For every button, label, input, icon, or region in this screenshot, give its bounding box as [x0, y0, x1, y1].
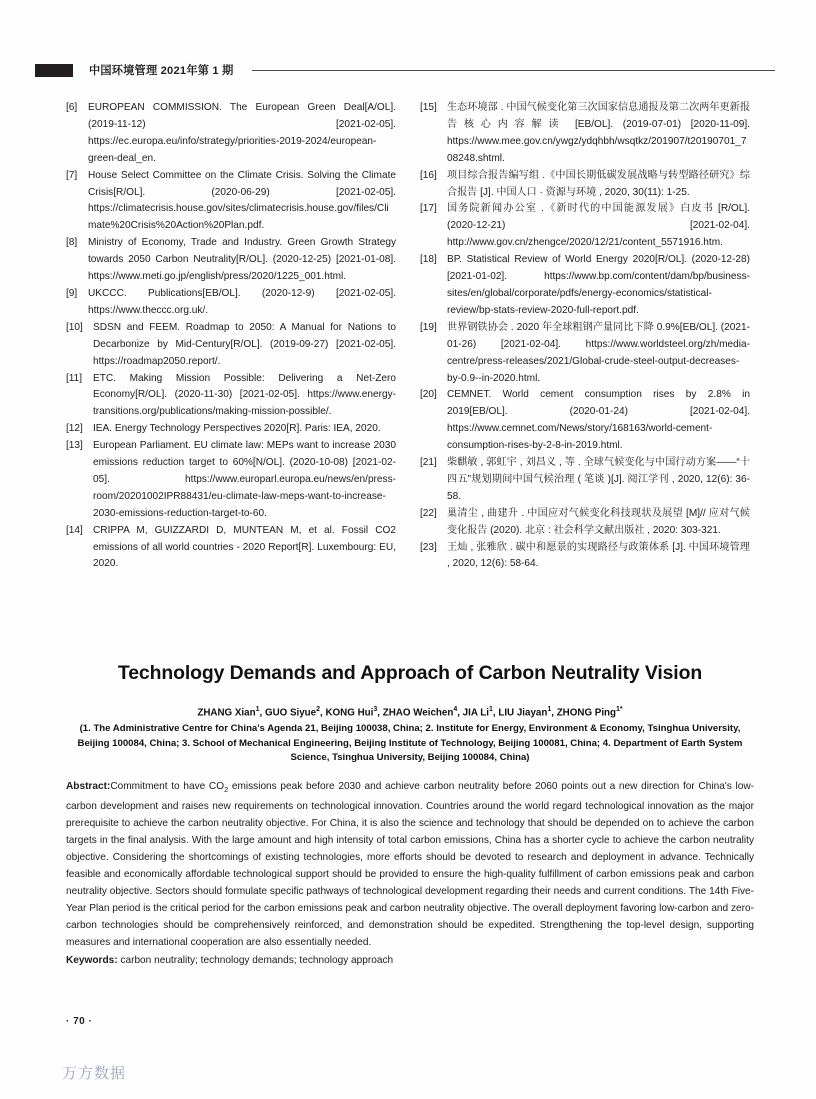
- references-section: [66, 100, 750, 573]
- reference-number: [21]: [420, 457, 437, 469]
- reference-number: [19]: [420, 321, 437, 333]
- reference-text: ETC. Making Mission Possible: Delivering a Net-Zero Economy[R/OL]. (2020-11-30) [2021-02-05]. https://www.energy-transitions.org/publications/making-mission-possible/.: [93, 372, 396, 418]
- references-column-right: [420, 100, 750, 573]
- reference-text: EUROPEAN COMMISSION. The European Green Deal[A/OL]. (2019-11-12) [2021-02-05]. https://ec.europa.eu/info/strategy/priorities-2019-2024/european-green-deal_en.: [88, 102, 396, 164]
- reference-text: House Select Committee on the Climate Crisis. Solving the Climate Crisis[R/OL]. (2020-06-29) [2021-02-05]. https://climatecrisis.house.gov/sites/climatecrisis.house.gov/files/Climate%20Crisis%20Action%20Plan.pdf.: [88, 169, 396, 232]
- reference-text: 巢清尘 , 曲建升 . 中国应对气候变化科技现状及展望 [M]// 应对气候变化报告 (2020). 北京 : 社会科学文献出版社 , 2020: 303-321.: [447, 507, 750, 536]
- reference-number: [8]: [66, 237, 78, 249]
- reference-text: 王灿 , 张雅欣 . 碳中和愿景的实现路径与政策体系 [J]. 中国环境管理 , 2020, 12(6): 58-64.: [447, 541, 750, 570]
- reference-text: IEA. Energy Technology Perspectives 2020[R]. Paris: IEA, 2020.: [93, 423, 381, 435]
- keywords-line: [66, 953, 754, 970]
- reference-entry: [66, 523, 396, 574]
- wanfang-watermark: 万方数据: [62, 1064, 127, 1082]
- article-block: [66, 660, 754, 969]
- affiliation-list: (1. The Administrative Centre for China's Agenda 21, Beijing 100038, China; 2. Institute for Energy, Environment & Economy, Tsinghua University, Beijing 100084, China; 3. School of Mechanical Engineering, Beijing Institute of Technology, Beijing 100081, China; 4. Department of Earth System Science, Tsinghua University, Beijing 100084, China): [77, 723, 743, 764]
- reference-entry: [66, 371, 396, 422]
- reference-number: [9]: [66, 287, 78, 299]
- reference-number: [23]: [420, 541, 437, 553]
- reference-entry: [420, 506, 750, 540]
- reference-entry: [66, 168, 396, 236]
- reference-number: [13]: [66, 440, 83, 452]
- header-block-mark: [35, 64, 73, 77]
- reference-entry: [420, 168, 750, 202]
- abstract-text: Commitment to have $CO_2$ emissions peak before 2030 and achieve carbon neutrality before 2060 points out a new direction for China's low-carbon development and raises new requirements on technological innovation. Countries around the world regard technological innovation as the major prerequisite to achieve the carbon neutrality objective. For China, it is also the science and technology that should be depended on to achieve the carbon targets in the final analysis. With the large amount and high intensity of total carbon emissions, China has a shorter cycle to achieve the carbon neutrality objective. Considering the shortcomings of existing technologies, more efforts should be devoted to research and deployment in advance. Technically feasible and economically affordable technological support should be provided to ensure the high-quality fulfillment of carbon emissions peak and carbon neutrality objective. Sectors should formulate specific pathways of technological development regarding their needs and current conditions. The 14th Five-Year Plan period is the critical period for the carbon emissions peak and carbon neutrality objective. The overall deployment favoring low-carbon and zero-carbon technologies should be comprehensively reinforced, and demonstration should be expedited. Strengthening the top-level design, supporting measures and international cooperation are also essentially needed.: [66, 781, 754, 948]
- reference-number: [18]: [420, 254, 437, 266]
- reference-entry: [420, 252, 750, 320]
- reference-number: [22]: [420, 507, 437, 519]
- page-number: · 70 ·: [66, 1016, 93, 1027]
- abstract-label: Abstract:: [66, 781, 111, 793]
- reference-text: 柴麒敏 , 郭虹宇 , 刘昌义 , 等 . 全球气候变化与中国行动方案——“十四五”规划期间中国气候治理 ( 笔谈 )[J]. 阅江学刊 , 2020, 12(6): 36-58.: [447, 457, 750, 502]
- reference-entry: [66, 286, 396, 320]
- reference-text: European Parliament. EU climate law: MEPs want to increase 2030 emissions reduction target to 60%[N/OL]. (2020-10-08) [2021-02-05]. https://www.europarl.europa.eu/news/en/press-room/20201002IPR88431/eu-climate-law-meps-want-to-increase-2030-emissions-reduction-target-to-60.: [93, 440, 396, 519]
- author-list: ZHANG Xian$^1$, GUO Siyue$^2$, KONG Hui$^3$, ZHAO Weichen$^4$, JIA Li$^1$, LIU Jiayan$^1$, ZHONG Ping$^{1*}$: [197, 706, 623, 719]
- reference-entry: [420, 387, 750, 455]
- reference-entry: [66, 235, 396, 286]
- reference-text: 生态环境部 . 中国气候变化第三次国家信息通报及第二次两年更新报告核心内容解读 [EB/OL]. (2019-07-01) [2020-11-09]. https://www.mee.gov.cn/ywgz/ydqhbh/wsqtkz/201907/t20190701_708248.shtml.: [447, 102, 750, 164]
- reference-number: [6]: [66, 102, 78, 113]
- reference-number: [11]: [66, 372, 83, 384]
- reference-entry: [420, 100, 750, 168]
- reference-entry: [66, 100, 396, 168]
- running-head: [35, 58, 775, 82]
- reference-entry: [66, 320, 396, 371]
- article-title: Technology Demands and Approach of Carbon Neutrality Vision: [117, 662, 703, 684]
- references-column-left: [66, 100, 396, 573]
- reference-text: CRIPPA M, GUIZZARDI D, MUNTEAN M, et al. Fossil CO2 emissions of all world countries - 2020 Report[R]. Luxembourg: EU, 2020.: [93, 524, 396, 570]
- reference-number: [16]: [420, 169, 437, 181]
- keywords-label: Keywords:: [66, 954, 118, 966]
- keywords-text: carbon neutrality; technology demands; technology approach: [120, 954, 394, 966]
- reference-number: [12]: [66, 423, 83, 435]
- reference-number: [17]: [420, 203, 437, 215]
- reference-number: [20]: [420, 389, 437, 401]
- reference-entry: [420, 540, 750, 574]
- reference-number: [14]: [66, 524, 83, 536]
- reference-text: BP. Statistical Review of World Energy 2020[R/OL]. (2020-12-28) [2021-01-02]. https://www.bp.com/content/dam/bp/business-sites/en/global/corporate/pdfs/energy-economics/statistical-review/bp-stats-review-2020-full-report.pdf.: [447, 254, 750, 316]
- header-rule: [252, 70, 775, 71]
- reference-number: [7]: [66, 169, 78, 181]
- reference-entry: [420, 455, 750, 506]
- journal-title: 中国环境管理 2021年第 1 期: [89, 65, 234, 77]
- reference-entry: [66, 421, 396, 438]
- reference-text: 世界钢铁协会 . 2020 年全球粗钢产量同比下降 0.9%[EB/OL]. (2021-01-26) [2021-02-04]. https://www.worldsteel.org/zh/media-centre/press-releases/2021/Global-crude-steel-output-decreases-by-0.9--in-2020.html.: [447, 321, 750, 384]
- reference-text: CEMNET. World cement consumption rises by 2.8% in 2019[EB/OL]. (2020-01-24) [2021-02-04]. https://www.cemnet.com/News/story/168163/world-cement-consumption-rises-by-2-8-in-2019.html.: [447, 389, 750, 452]
- reference-entry: [420, 201, 750, 252]
- reference-text: SDSN and FEEM. Roadmap to 2050: A Manual for Nations to Decarbonize by Mid-Century[R/OL]. (2019-09-27) [2021-02-05]. https://roadmap2050.report/.: [93, 321, 396, 367]
- reference-number: [15]: [420, 102, 437, 113]
- reference-text: UKCCC. Publications[EB/OL]. (2020-12-9) [2021-02-05]. https://www.theccc.org.uk/.: [88, 287, 396, 316]
- abstract-paragraph: [66, 779, 754, 951]
- reference-text: Ministry of Economy, Trade and Industry. Green Growth Strategy towards 2050 Carbon Neutrality[R/OL]. (2020-12-25) [2021-01-08]. https://www.meti.go.jp/english/press/2020/1225_001.html.: [88, 237, 396, 283]
- reference-entry: [420, 320, 750, 388]
- reference-text: 国务院新闻办公室 .《新时代的中国能源发展》白皮书 [R/OL]. (2020-12-21) [2021-02-04]. http://www.gov.cn/zhengce/2020/12/21/content_5571916.htm.: [447, 203, 750, 249]
- reference-number: [10]: [66, 321, 83, 333]
- reference-text: 项目综合报告编写组 .《中国长期低碳发展战略与转型路径研究》综合报告 [J]. 中国人口 · 资源与环境 , 2020, 30(11): 1-25.: [447, 169, 750, 198]
- reference-entry: [66, 438, 396, 523]
